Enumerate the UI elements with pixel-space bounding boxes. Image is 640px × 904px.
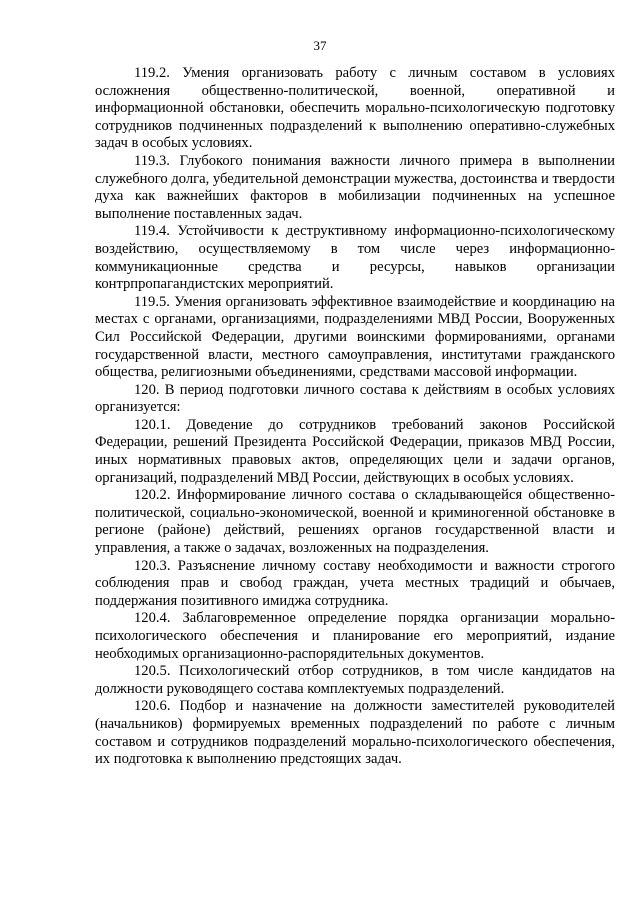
paragraph-120: 120. В период подготовки личного состава к действиям в особых условиях организуется: [95,381,615,416]
page-number: 37 [313,38,327,53]
paragraph-119-4: 119.4. Устойчивости к деструктивному информационно-психологическому воздействию, осуществляемому в том числе через информационно-коммуникационные средства и ресурсы, навыков организации контрпропагандистских мероприятий. [95,223,615,293]
paragraph-120-1: 120.1. Доведение до сотрудников требований законов Российской Федерации, решений Президента Российской Федерации, приказов МВД России, иных нормативных правовых актов, определяющих цели и задачи органов, организаций, подразделений МВД России, действующих в особых условиях. [95,416,615,486]
paragraph-120-4: 120.4. Заблаговременное определение порядка организации морально-психологического обеспечения и планирование его мероприятий, издание необходимых организационно-распорядительных документов. [95,610,615,662]
document-body [95,65,615,769]
paragraph-120-5: 120.5. Психологический отбор сотрудников, в том числе кандидатов на должности руководящего состава комплектуемых подразделений. [95,663,615,697]
paragraph-119-3: 119.3. Глубокого понимания важности личного примера в выполнении служебного долга, убедительной демонстрации мужества, достоинства и твердости духа как важнейших факторов в мобилизации подчиненных на успешное выполнение поставленных задач. [95,152,615,222]
paragraph-120-2: 120.2. Информирование личного состава о складывающейся общественно-политической, социально-экономической, военной и криминогенной обстановке в регионе (районе) действий, решениях органов государственной власти и управления, а также о задачах, возложенных на подразделения. [95,487,615,557]
paragraph-120-3: 120.3. Разъяснение личному составу необходимости и важности строгого соблюдения прав и свобод граждан, учета местных традиций и обычаев, поддержания позитивного имиджа сотрудника. [95,557,615,609]
paragraph-119-5: 119.5. Умения организовать эффективное взаимодействие и координацию на местах с органами, организациями, подразделениями МВД России, Вооруженных Сил Российской Федерации, другими воинскими формированиями, органами государственной власти, местного самоуправления, институтами гражданского общества, религиозными объединениями, средствами массовой информации. [95,293,615,381]
paragraph-120-6: 120.6. Подбор и назначение на должности заместителей руководителей (начальников) формируемых временных подразделений по работе с личным составом и сотрудников подразделений морально-психологического обеспечения, их подготовка к выполнению предстоящих задач. [95,698,615,768]
paragraph-119-2: 119.2. Умения организовать работу с личным составом в условиях осложнения общественно-политической, военной, оперативной и информационной обстановки, обеспечить морально-психологическую подготовку сотрудников подчиненных подразделений к выполнению оперативно-служебных задач в особых условиях. [95,65,615,152]
